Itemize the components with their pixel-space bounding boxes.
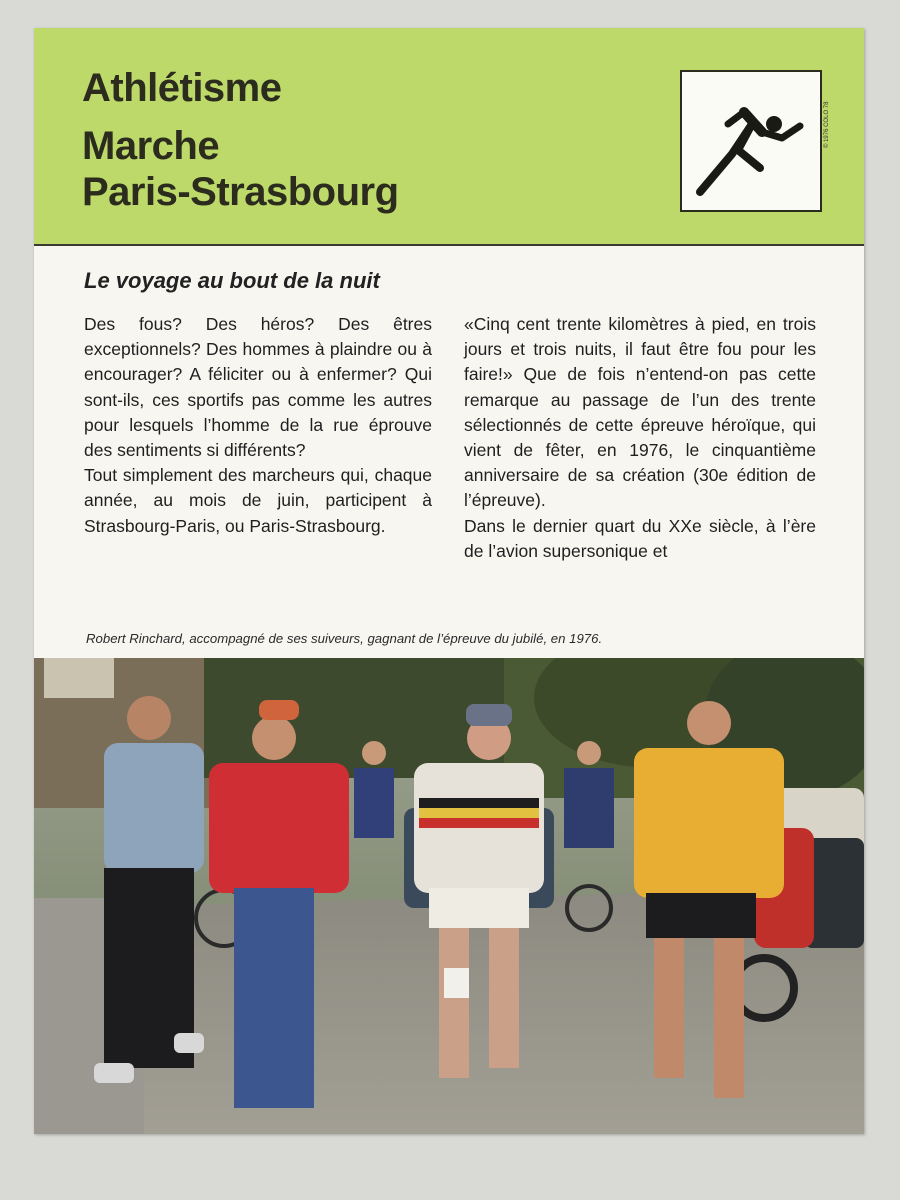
sport-title: Athlétisme (82, 66, 282, 110)
event-title-line2: Paris-Strasbourg (82, 170, 399, 214)
paragraph: Tout simplement des marcheurs qui, chaque année, au mois de juin, participent à Strasbourg-Paris, ou Paris-Strasbourg. (84, 465, 432, 536)
article-column-right (464, 312, 816, 564)
paragraph: «Cinq cent trente kilomètres à pied, en trois jours et trois nuits, il faut être fou pour les faire!» Que de fois n’entend-on pas cette remarque au passage de l’un des trente sélectionnés de cette épreuve héroïque, qui vient de fêter, en 1976, le cinquantième anniversaire de sa création (30e édition de l’épreuve). (464, 314, 816, 511)
paragraph: Des fous? Des héros? Des êtres exceptionnels? Des hommes à plaindre ou à encourager? A féliciter ou à enfermer? Qui sont-ils, ces sportifs pas comme les autres pour lesquels l’homme de la rue éprouve des sentiments si différents? (84, 314, 432, 461)
card-header (34, 28, 864, 246)
runner-pictogram-icon (680, 70, 822, 212)
race-photo (34, 658, 864, 1134)
article-column-left (84, 312, 432, 539)
sport-card (34, 28, 864, 1134)
copyright-notice: © 1976 COLO 78 (824, 101, 830, 148)
photo-caption: Robert Rinchard, accompagné de ses suiveurs, gagnant de l’épreuve du jubilé, en 1976. (86, 631, 603, 646)
article-subtitle: Le voyage au bout de la nuit (84, 268, 380, 293)
event-title-line1: Marche (82, 124, 220, 168)
paragraph: Dans le dernier quart du XXe siècle, à l’ère de l’avion supersonique et (464, 515, 816, 561)
